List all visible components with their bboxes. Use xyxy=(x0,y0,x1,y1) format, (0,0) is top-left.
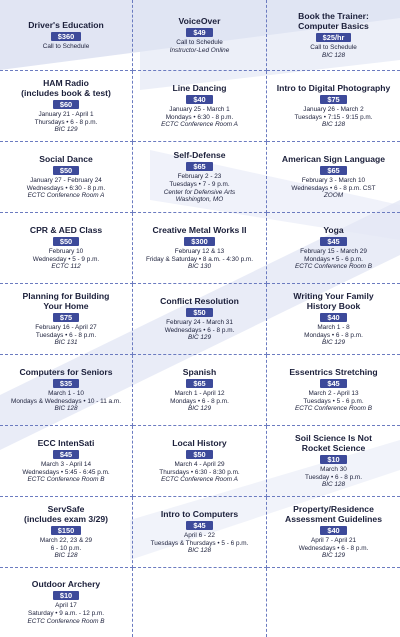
course-title: Conflict Resolution xyxy=(160,295,239,306)
course-title: HAM Radio xyxy=(43,77,89,88)
course-location: BIC 128 xyxy=(321,481,346,489)
course-card xyxy=(0,142,133,213)
course-price-badge: $10 xyxy=(320,455,346,464)
course-location: BIC 131 xyxy=(54,339,78,347)
course-card xyxy=(0,0,133,71)
course-detail: April 17 xyxy=(55,602,77,610)
course-location: BIC 128 xyxy=(321,51,346,59)
course-detail: Call to Schedule xyxy=(42,42,90,50)
course-detail: Thursdays • 6 - 8 p.m. xyxy=(34,118,98,126)
course-price-badge: $75 xyxy=(53,313,79,322)
course-price-badge: $45 xyxy=(320,237,346,246)
course-title: Spanish xyxy=(182,366,217,377)
course-location: ECTC Conference Room A xyxy=(27,192,105,200)
course-detail: Saturday • 9 a.m. - 12 p.m. xyxy=(27,610,105,618)
course-detail: March 3 - April 14 xyxy=(40,460,92,468)
course-location: BIC 130 xyxy=(187,263,212,271)
course-detail: February 2 - 23 xyxy=(177,172,222,180)
course-title: CPR & AED Class xyxy=(29,224,103,235)
course-price-badge: $50 xyxy=(186,308,212,317)
course-detail: February 16 - April 27 xyxy=(35,323,97,331)
course-title: ServSafe xyxy=(47,503,85,514)
course-detail: January 21 - April 1 xyxy=(38,110,94,118)
course-title: Driver's Education xyxy=(28,19,104,30)
course-location: BIC 128 xyxy=(54,405,78,413)
course-detail: April 7 - April 21 xyxy=(310,536,357,544)
empty-cell xyxy=(267,568,400,637)
course-detail: March 1 - April 12 xyxy=(174,389,225,397)
course-location: ECTC Conference Room B xyxy=(27,476,105,484)
course-price-badge: $75 xyxy=(320,95,346,104)
course-detail: Wednesdays • 6:30 - 8 p.m. xyxy=(26,184,106,192)
course-price-badge: $150 xyxy=(51,526,81,535)
course-title: Intro to Digital Photography xyxy=(276,82,391,93)
course-card xyxy=(133,355,267,426)
course-card xyxy=(267,426,400,497)
course-card xyxy=(267,0,400,71)
course-title: Social Dance xyxy=(39,153,93,164)
course-card xyxy=(267,213,400,284)
course-detail: March 1 - 10 xyxy=(48,389,84,397)
course-price-badge: $35 xyxy=(53,379,79,388)
course-detail: Tuesday • 6 - 8 p.m. xyxy=(304,473,363,481)
course-detail: March 4 - April 29 xyxy=(174,460,225,468)
course-card xyxy=(133,284,267,355)
course-title: Essentrics Stretching xyxy=(289,366,378,377)
course-location: Washington, MO xyxy=(175,196,224,204)
course-location: BIC 129 xyxy=(321,339,346,347)
course-price-badge: $40 xyxy=(186,95,212,104)
course-price-badge: $49 xyxy=(186,28,212,37)
course-detail: Mondays & Wednesdays • 10 - 11 a.m. xyxy=(11,397,121,405)
course-detail: Tuesdays • 7:15 - 9:15 p.m. xyxy=(294,113,373,121)
course-price-badge: $45 xyxy=(53,450,79,459)
course-location: BIC 129 xyxy=(187,405,212,413)
course-title: Rocket Science xyxy=(301,442,366,453)
course-title: (includes exam 3/29) xyxy=(23,513,109,524)
course-location: ECTC Conference Room B xyxy=(27,617,105,625)
course-title: Planning for Building xyxy=(22,290,110,301)
course-title: (includes book & test) xyxy=(21,87,111,98)
course-location: ECTC Conference Room A xyxy=(161,476,238,484)
course-detail: Thursdays • 6:30 - 8:30 p.m. xyxy=(159,468,240,476)
course-price-badge: $40 xyxy=(320,313,346,322)
course-price-badge: $50 xyxy=(53,237,79,246)
course-detail: January 27 - February 24 xyxy=(30,176,102,184)
course-card xyxy=(0,426,133,497)
course-card xyxy=(0,213,133,284)
course-card xyxy=(133,71,267,142)
course-title: Self-Defense xyxy=(173,149,226,160)
course-title: Book the Trainer: xyxy=(298,10,369,21)
course-card xyxy=(267,355,400,426)
course-title: Writing Your Family xyxy=(293,290,374,301)
course-card xyxy=(0,284,133,355)
course-detail: Call to Schedule xyxy=(310,43,357,51)
course-title: Intro to Computers xyxy=(160,508,239,519)
course-detail: Wednesdays • 5:45 - 6:45 p.m. xyxy=(22,468,110,476)
course-card xyxy=(0,568,133,637)
course-card xyxy=(0,497,133,568)
course-detail: Mondays • 5 - 6 p.m. xyxy=(304,255,363,263)
course-card xyxy=(267,71,400,142)
course-detail: Wednesday • 5 - 9 p.m. xyxy=(32,255,100,263)
course-card xyxy=(133,497,267,568)
course-price-badge: $65 xyxy=(186,162,212,171)
course-title: Your Home xyxy=(43,300,89,311)
course-price-badge: $360 xyxy=(51,32,81,41)
course-detail: January 25 - March 1 xyxy=(169,105,230,113)
course-detail: February 24 - March 31 xyxy=(166,318,233,326)
course-detail: Mondays • 6 - 8 p.m. xyxy=(170,397,229,405)
course-detail: March 1 - 8 xyxy=(317,323,350,331)
course-title: Computers for Seniors xyxy=(19,366,113,377)
course-title: Creative Metal Works II xyxy=(152,224,247,235)
course-title: Outdoor Archery xyxy=(31,579,101,590)
course-title: VoiceOver xyxy=(178,15,221,26)
course-title: History Book xyxy=(306,300,361,311)
course-location: BIC 129 xyxy=(321,552,346,560)
course-price-badge: $65 xyxy=(186,379,212,388)
course-detail: 6 - 10 p.m. xyxy=(50,544,82,552)
course-title: ECC IntenSati xyxy=(37,437,95,448)
course-card xyxy=(0,355,133,426)
course-title: Soil Science Is Not xyxy=(295,432,372,443)
course-location: BIC 129 xyxy=(187,334,212,342)
course-price-badge: $10 xyxy=(53,591,79,600)
course-price-badge: $50 xyxy=(186,450,212,459)
course-location: BIC 128 xyxy=(321,121,346,129)
course-title: Line Dancing xyxy=(172,82,227,93)
course-detail: Tuesdays • 5 - 6 p.m. xyxy=(303,397,364,405)
course-detail: February 10 xyxy=(48,247,84,255)
course-card xyxy=(133,213,267,284)
course-price-badge: $50 xyxy=(53,166,79,175)
course-price-badge: $60 xyxy=(53,100,79,109)
course-location: BIC 128 xyxy=(187,547,212,555)
course-location: BIC 128 xyxy=(54,552,78,560)
course-location: ECTC Conference Room A xyxy=(161,121,238,129)
course-price-badge: $25/hr xyxy=(316,33,352,42)
course-card xyxy=(133,142,267,213)
course-location: ECTC Conference Room B xyxy=(294,263,373,271)
course-card xyxy=(133,426,267,497)
course-title: Local History xyxy=(172,437,227,448)
course-detail: Wednesdays • 6 - 8 p.m. xyxy=(164,326,235,334)
course-title: Property/Residence xyxy=(293,503,374,514)
course-title: Computer Basics xyxy=(298,20,369,31)
course-detail: Friday & Saturday • 8 a.m. - 4:30 p.m. xyxy=(145,255,253,263)
course-location: Center for Defensive Arts xyxy=(163,188,236,196)
course-detail: April 6 - 22 xyxy=(184,531,215,539)
course-detail: February 3 - March 10 xyxy=(301,176,366,184)
course-card xyxy=(0,71,133,142)
course-detail: Tuesdays • 7 - 9 p.m. xyxy=(169,180,230,188)
course-price-badge: $300 xyxy=(184,237,214,246)
course-location: Instructor-Led Online xyxy=(169,46,230,54)
course-detail: March 30 xyxy=(320,465,347,473)
course-detail: Wednesdays • 6 - 8 p.m. xyxy=(298,544,369,552)
course-price-badge: $45 xyxy=(320,379,346,388)
course-location: BIC 129 xyxy=(54,126,78,134)
course-detail: March 22, 23 & 29 xyxy=(39,536,93,544)
course-detail: Call to Schedule xyxy=(176,38,223,46)
course-card xyxy=(267,142,400,213)
course-price-badge: $40 xyxy=(320,526,346,535)
course-detail: Wednesdays • 6 - 8 p.m. CST xyxy=(291,184,376,192)
course-detail: Tuesdays & Thursdays • 5 - 6 p.m. xyxy=(150,539,249,547)
course-location: ECTC 112 xyxy=(51,263,81,271)
course-card xyxy=(267,284,400,355)
course-detail: February 12 & 13 xyxy=(174,247,225,255)
course-detail: March 2 - April 13 xyxy=(308,389,359,397)
course-card xyxy=(133,0,267,71)
course-card xyxy=(267,497,400,568)
course-title: American Sign Language xyxy=(281,153,386,164)
course-price-badge: $45 xyxy=(186,521,212,530)
course-price-badge: $65 xyxy=(320,166,346,175)
course-detail: Tuesdays • 6 - 8 p.m. xyxy=(35,331,97,339)
course-title: Assessment Guidelines xyxy=(285,513,382,524)
course-detail: February 15 - March 29 xyxy=(300,247,367,255)
course-title: Yoga xyxy=(323,224,344,235)
course-detail: Mondays • 6 - 8 p.m. xyxy=(304,331,363,339)
course-location: ECTC Conference Room B xyxy=(294,405,373,413)
empty-cell xyxy=(133,568,267,637)
course-detail: January 26 - March 2 xyxy=(303,105,364,113)
course-detail: Mondays • 6:30 - 8 p.m. xyxy=(165,113,234,121)
course-location: ZOOM xyxy=(323,192,344,200)
